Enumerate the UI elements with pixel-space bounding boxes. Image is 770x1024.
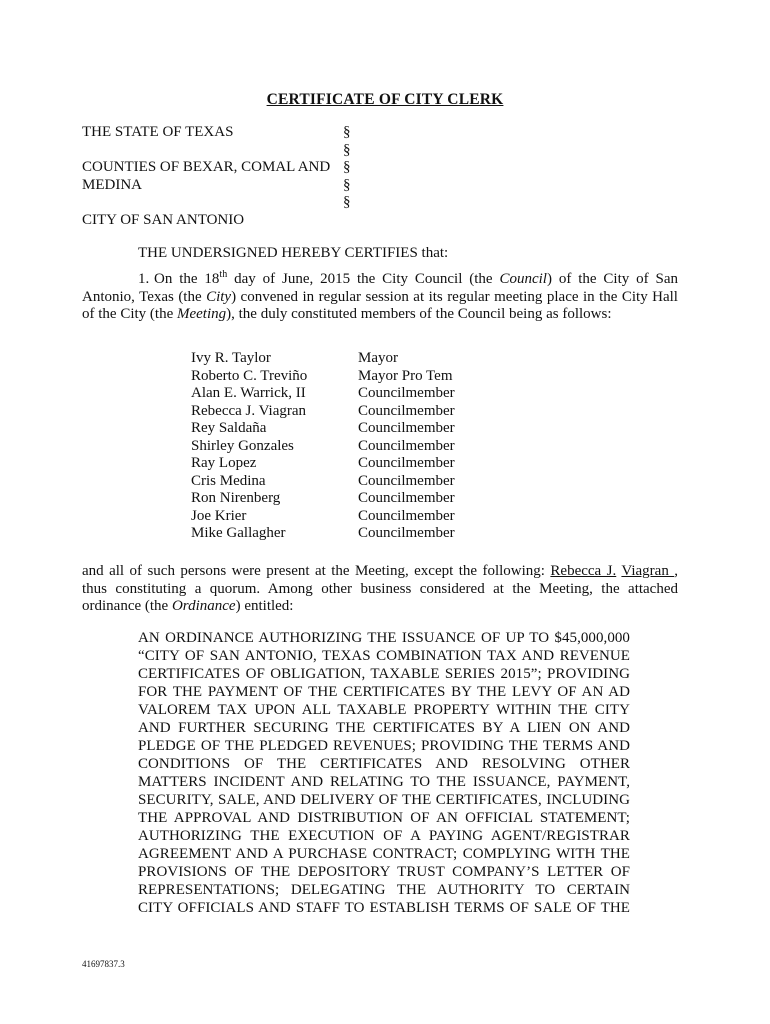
ordinance-line: AN ORDINANCE AUTHORIZING THE ISSUANCE OF UP TO $45,000,000 [138,630,630,646]
section-mark: § [343,176,351,193]
member-title: Councilmember [358,525,455,541]
member-title: Councilmember [358,420,455,436]
member-row [191,473,455,491]
member-name: Ivy R. Taylor [191,350,271,366]
member-row [191,508,455,526]
caption-counties-line1: COUNTIES OF BEXAR, COMAL AND [82,159,331,175]
member-name: Mike Gallagher [191,525,286,541]
section-marks [343,124,363,212]
member-row [191,368,455,386]
member-name: Ray Lopez [191,455,257,471]
member-row [191,455,455,473]
ordinance-line: MATTERS INCIDENT AND RELATING TO THE ISSUANCE, PAYMENT, [138,774,630,790]
member-title: Councilmember [358,437,455,454]
absent-member: Viagran [621,563,675,579]
member-title: Councilmember [358,385,455,401]
council-members-list [191,350,455,543]
member-row [191,490,455,508]
section-mark: § [343,124,351,140]
defined-term-city: City [206,288,232,305]
para2-text: ) entitled: [235,598,294,614]
member-name: Rebecca J. Viagran [191,402,307,419]
certifies-heading: THE UNDERSIGNED HEREBY CERTIFIES that: [138,245,449,261]
member-title: Councilmember [358,455,455,471]
ordinance-line: FOR THE PAYMENT OF THE CERTIFICATES BY THE LEVY OF AN AD [138,684,630,700]
ordinance-line: REPRESENTATIONS; DELEGATING THE AUTHORITY TO CERTAIN [138,882,630,898]
para1-text: ) of the City of San Antonio, Texas (the [82,271,678,305]
defined-term-ordinance: Ordinance [171,598,236,614]
caption-spacer [82,194,352,212]
member-title: Councilmember [358,507,455,524]
document-number: 41697837.3 [82,959,125,969]
member-row [191,350,455,368]
member-row [191,420,455,438]
ordinance-line: CERTIFICATES OF OBLIGATION, TAXABLE SERIES 2015”; PROVIDING [138,666,630,682]
para1-text: ), the duly constituted members of the Council being as follows: [226,306,612,322]
absent-member: Rebecca J. [550,563,617,579]
section-mark: § [343,194,351,210]
member-name: Roberto C. Treviño [191,367,308,384]
paragraph-1 [82,271,678,324]
defined-term-meeting: Meeting [176,306,227,322]
ordinance-line: CITY OFFICIALS AND STAFF TO ESTABLISH TERMS OF SALE OF THE [138,900,630,916]
ordinance-line: PLEDGE OF THE PLEDGED REVENUES; PROVIDING THE TERMS AND [138,738,630,754]
defined-term-council: Council [499,271,547,287]
member-name: Shirley Gonzales [191,437,294,454]
member-title: Mayor [358,350,398,366]
ordinance-line: “CITY OF SAN ANTONIO, TEXAS COMBINATION TAX AND REVENUE [138,648,630,664]
ordinal-suffix: th [219,269,228,280]
member-name: Rey Saldaña [191,420,267,436]
member-name: Cris Medina [191,472,266,489]
member-name: Ron Nirenberg [191,490,281,506]
ordinance-title-block [138,629,630,917]
para1-text: ) convened in regular session at its regular meeting place in the City Hall of the City (the [82,288,678,322]
member-row [191,525,455,543]
ordinance-line: AGREEMENT AND A PURCHASE CONTRACT; COMPLYING WITH THE [138,846,630,862]
section-mark: § [343,159,351,175]
member-title: Councilmember [358,402,455,419]
member-title: Mayor Pro Tem [358,367,453,384]
ordinance-line: VALOREM TAX UPON ALL TAXABLE PROPERTY WITHIN THE CITY [138,702,630,718]
member-title: Councilmember [358,472,455,489]
member-name: Alan E. Warrick, II [191,385,306,401]
section-mark: § [343,141,351,158]
ordinance-line: SECURITY, SALE, AND DELIVERY OF THE CERTIFICATES, INCLUDING [138,792,630,808]
para2-text: and all of such persons were present at the Meeting, except the following: [82,563,551,579]
paragraph-2 [82,563,678,616]
member-row [191,403,455,421]
member-name: Joe Krier [191,507,247,524]
ordinance-line: THE APPROVAL AND DISTRIBUTION OF AN OFFICIAL STATEMENT; [138,810,630,826]
ordinance-line: CONDITIONS OF THE CERTIFICATES AND RESOLVING OTHER [138,756,630,772]
caption-counties-line2: MEDINA [82,176,142,193]
para1-text: day of June, 2015 the City Council (the [227,271,500,287]
paragraph-number: 1. [138,271,150,287]
caption-spacer [82,142,352,160]
ordinance-line: AND FURTHER SECURING THE CERTIFICATES BY A LIEN ON AND [138,720,630,736]
member-row [191,438,455,456]
member-title: Councilmember [358,490,455,506]
para1-text: On the 18 [154,271,220,287]
ordinance-line: AUTHORIZING THE EXECUTION OF A PAYING AGENT/REGISTRAR [138,828,630,844]
member-row [191,385,455,403]
caption-block [82,124,352,229]
ordinance-line: PROVISIONS OF THE DEPOSITORY TRUST COMPANY’S LETTER OF [138,864,630,880]
page-title: CERTIFICATE OF CITY CLERK [266,91,504,108]
caption-city: CITY OF SAN ANTONIO [82,211,245,228]
para2-text: , thus constituting a quorum. Among other business considered at the Meeting, the attached ordinance (the [82,563,678,614]
caption-state: THE STATE OF TEXAS [82,124,234,140]
